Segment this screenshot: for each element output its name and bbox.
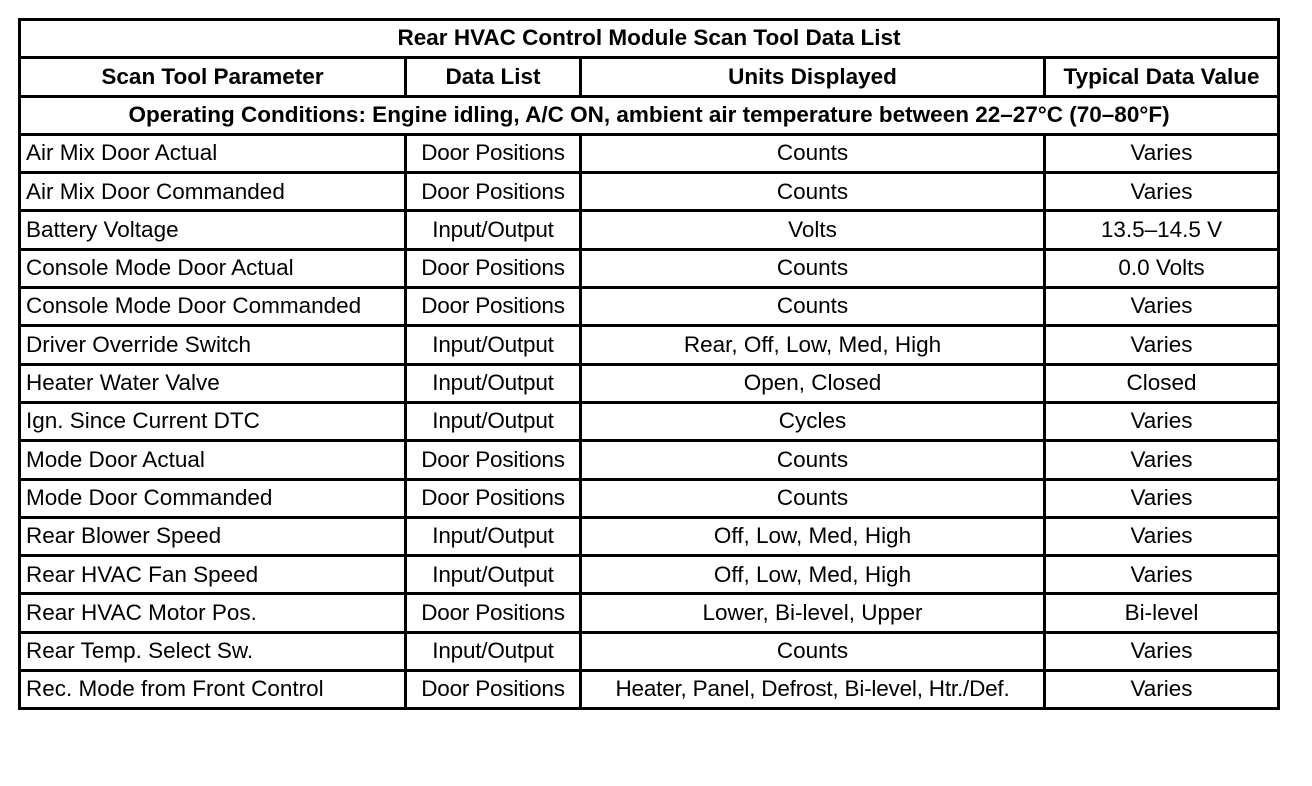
table-row: [20, 517, 1279, 555]
units-cell: Counts: [581, 632, 1045, 670]
units-cell: Rear, Off, Low, Med, High: [581, 326, 1045, 364]
data-list-cell: Input/Output: [406, 556, 581, 594]
table-title: Rear HVAC Control Module Scan Tool Data List: [20, 20, 1279, 58]
data-list-cell: Door Positions: [406, 671, 581, 709]
parameter-cell: Battery Voltage: [20, 211, 406, 249]
parameter-cell: Ign. Since Current DTC: [20, 402, 406, 440]
parameter-cell: Rear HVAC Fan Speed: [20, 556, 406, 594]
parameter-cell: Air Mix Door Actual: [20, 134, 406, 172]
typical-value-cell: 13.5–14.5 V: [1045, 211, 1279, 249]
operating-conditions: Operating Conditions: Engine idling, A/C ON, ambient air temperature between 22–27°C (70–80°F): [20, 96, 1279, 134]
data-list-cell: Door Positions: [406, 479, 581, 517]
parameter-cell: Heater Water Valve: [20, 364, 406, 402]
typical-value-cell: Bi-level: [1045, 594, 1279, 632]
header-row: [20, 58, 1279, 96]
table-row: [20, 479, 1279, 517]
table-row: [20, 249, 1279, 287]
typical-value-cell: Varies: [1045, 671, 1279, 709]
table-row: [20, 288, 1279, 326]
table-row: [20, 441, 1279, 479]
parameter-cell: Driver Override Switch: [20, 326, 406, 364]
table-body: [20, 134, 1279, 708]
header-units-displayed: Units Displayed: [581, 58, 1045, 96]
parameter-cell: Air Mix Door Commanded: [20, 173, 406, 211]
scan-tool-data-table: [18, 18, 1280, 710]
typical-value-cell: Varies: [1045, 288, 1279, 326]
parameter-cell: Rec. Mode from Front Control: [20, 671, 406, 709]
units-cell: Counts: [581, 134, 1045, 172]
typical-value-cell: Closed: [1045, 364, 1279, 402]
units-cell: Counts: [581, 441, 1045, 479]
parameter-cell: Console Mode Door Commanded: [20, 288, 406, 326]
parameter-cell: Rear HVAC Motor Pos.: [20, 594, 406, 632]
data-list-cell: Door Positions: [406, 249, 581, 287]
data-list-cell: Input/Output: [406, 364, 581, 402]
typical-value-cell: 0.0 Volts: [1045, 249, 1279, 287]
data-list-cell: Door Positions: [406, 288, 581, 326]
data-list-cell: Input/Output: [406, 517, 581, 555]
units-cell: Open, Closed: [581, 364, 1045, 402]
units-cell: Counts: [581, 249, 1045, 287]
table-row: [20, 211, 1279, 249]
units-cell: Cycles: [581, 402, 1045, 440]
table-row: [20, 364, 1279, 402]
data-list-cell: Door Positions: [406, 173, 581, 211]
table-row: [20, 173, 1279, 211]
typical-value-cell: Varies: [1045, 517, 1279, 555]
units-cell: Off, Low, Med, High: [581, 556, 1045, 594]
data-list-cell: Door Positions: [406, 134, 581, 172]
typical-value-cell: Varies: [1045, 479, 1279, 517]
table-row: [20, 556, 1279, 594]
table-row: [20, 594, 1279, 632]
typical-value-cell: Varies: [1045, 402, 1279, 440]
units-cell: Volts: [581, 211, 1045, 249]
table-row: [20, 671, 1279, 709]
typical-value-cell: Varies: [1045, 326, 1279, 364]
typical-value-cell: Varies: [1045, 632, 1279, 670]
parameter-cell: Rear Temp. Select Sw.: [20, 632, 406, 670]
parameter-cell: Rear Blower Speed: [20, 517, 406, 555]
data-list-cell: Input/Output: [406, 326, 581, 364]
data-list-cell: Input/Output: [406, 402, 581, 440]
typical-value-cell: Varies: [1045, 441, 1279, 479]
parameter-cell: Mode Door Commanded: [20, 479, 406, 517]
typical-value-cell: Varies: [1045, 556, 1279, 594]
header-typical-data-value: Typical Data Value: [1045, 58, 1279, 96]
header-data-list: Data List: [406, 58, 581, 96]
data-list-cell: Door Positions: [406, 594, 581, 632]
units-cell: Counts: [581, 479, 1045, 517]
scan-tool-data-table-container: [18, 18, 1280, 710]
title-row: [20, 20, 1279, 58]
table-row: [20, 326, 1279, 364]
typical-value-cell: Varies: [1045, 173, 1279, 211]
units-cell: Heater, Panel, Defrost, Bi-level, Htr./Def.: [581, 671, 1045, 709]
header-scan-tool-parameter: Scan Tool Parameter: [20, 58, 406, 96]
units-cell: Lower, Bi-level, Upper: [581, 594, 1045, 632]
table-row: [20, 402, 1279, 440]
units-cell: Counts: [581, 288, 1045, 326]
units-cell: Counts: [581, 173, 1045, 211]
parameter-cell: Mode Door Actual: [20, 441, 406, 479]
table-row: [20, 632, 1279, 670]
data-list-cell: Input/Output: [406, 211, 581, 249]
table-row: [20, 134, 1279, 172]
data-list-cell: Door Positions: [406, 441, 581, 479]
parameter-cell: Console Mode Door Actual: [20, 249, 406, 287]
typical-value-cell: Varies: [1045, 134, 1279, 172]
conditions-row: [20, 96, 1279, 134]
units-cell: Off, Low, Med, High: [581, 517, 1045, 555]
data-list-cell: Input/Output: [406, 632, 581, 670]
